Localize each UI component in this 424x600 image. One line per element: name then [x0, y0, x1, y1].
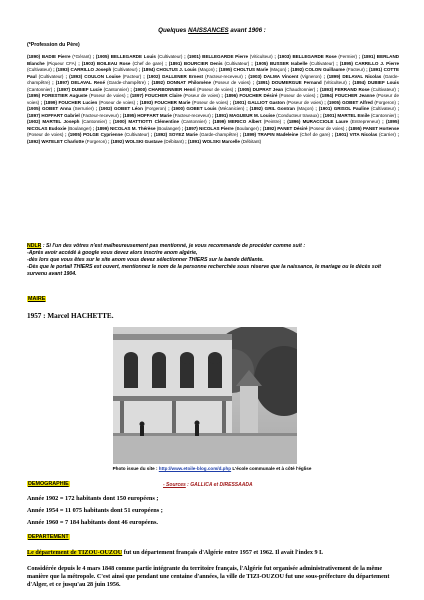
birth-entry-occupation: (Poseur de voies): [197, 86, 234, 92]
birth-entry-name: (1897) DELAVAL René: [55, 80, 105, 85]
population-line: Année 1954 = 11 075 habitants dont 51 européens ;: [27, 507, 163, 514]
ndlr-line: -Après avoir accédé à google vous devez alors inscrire anom algérie,: [27, 250, 198, 257]
births-list: (1890) BADIE Pierre (*Gérant) ; (1905) BELLEGARDE Louis (Cultivateur) ; (1901) BELLEGARDE Pierre (Viticulteur) ; (1903) BELLEGARDE Rose (Fermier) ; (1891) BERLAND Blanche (Piqueur CFA) ; (1903) BOILEAU Rose (Chef de gare) ; (1891) BOURCIER Denis (Cultivateur) ; (1905) BUSSER Isabelle (Cultivateur) ; (1895) CARRILLO J. Pierre (Cultivateur) ; (1893) CARRILLO Joseph (Cultivateur) ; (1894) CHOLTUS J. Louis (Maçon) ; (1895) CHOLTUS Marie (Maçon) ; (1892) COLON Guillaume (Facteur) ; (1891) COTTE Paul (Cultivateur) ; (1893) COULON Louise (Facteur) ; (1902) DALLENER Ernest (Facteur-receveur) ; (1903) DALMA Vincent (Vigneron) ; (1899) DELAVAL Nicolas (Garde-champêtre) ; (1897) DELAVAL René (Garde-champêtre) ; (1892) DONNAT Philomène (Poseur de voies) ; (1891) DOUMERGUE Fernand (Viticulteur) ; (1894) DUBIEF Louis (Cantonnier) ; (1897) DUBIEF Lucie (Cantonnier) ; (1900) CHARBONNIER Henri (Poseur de voies) ; (1905) DUPRAT Jean (Chaudronnier) ; (1893) FERRAND Rose (Cultivateur) ; (1895) FORESTIER Auguste (Poseur de voies) ; (1897) FOUCHER Claire (Poseur de voies) ; (1896) FOUCHER Désiré (Poseur de voies) ; (1894) FOUCHER Jeanne (Poseur de voies) ; (1899) FOUCHER Lucien (Poseur de voies) ; (1893) FOUCHER Marie (Poseur de voies) ; (1901) GALLIOT Gaston (Poseur de voies) ; (1905) GOBET Alfred (Forgeron) ; (1905) GOBET Anna (Serrurier) ; (1902) GOBET Léon (Forgeron) ; (1900) GOBET Louis (Mécanicien) ; (1892) GRIL Gontran (Maçon) ; (1901) GRISOL Pauline (Cultivateur) ; (1897) HOFFART Gabriel (Facteur-receveur) ; (1895) HOFFART Marie (Facteur-receveur) ; (1891) MAGUEUR M. Louise (Conducteur travaux) ; (1901) MARTEL Emile (Cantonnier) ; (1902) MARTEL Joseph (Cantonnier) ; (1900) MATTIOTTI Clémentine (Cantonnier) ; (1899) MERICO Albert (Peintre) ; (1896) MURACCIOLE Laure (Entrepreneur) ; (1895) NICOLAS Eudoxie (Boulanger) ; (1899) NICOLAS M. Thérèse (Boulanger) ; (1897) NICOLAS Pierre (Boulanger) ; (1892) PANET Désiré (Poseur de voies) ; (1895) PANET Hortense (Poseur de voies) ; (1905) POLGE Cyprienne (Cultivateur) ; (1892) SOYEZ Marie (Garde-champêtre) ; (1899) TRAPIN Madeleine (Chef de gare) ; (1901) VITA Nicolas (Carrier) ; (1892) WATELET Charlotte (Forgeron) ; (1892) WOLSKI Gustave (Débitant) ; (1891) WOLSKI Marcelle (Débitant): [27, 54, 400, 144]
ndlr-line: -Dès que le portail THIERS est ouvert, mentionnez le nom de la personne recherchée sous réserve que la naissance, le mariage ou le décès soit survenu avant 1904.: [27, 264, 382, 278]
birth-entry-occupation: (Fermier): [338, 54, 358, 59]
birth-entry-occupation: (Serrurier): [73, 106, 94, 111]
birth-entry-name: (1892) SOYEZ Marie: [154, 132, 198, 137]
school-church-photo: [112, 326, 298, 465]
photo-illustration: [112, 326, 298, 465]
birth-entry-occupation: (Cultivateur): [371, 86, 396, 92]
birth-entry-name: (1900) MATTIOTTI Clémentine: [113, 119, 180, 124]
title-underlined: NAISSANCES: [188, 27, 229, 34]
sources-label: - Sources: [163, 482, 186, 488]
caption-prefix: Photo issue du site :: [112, 466, 159, 471]
demographie-label: DEMOGRAPHIE: [28, 481, 69, 487]
birth-entry-name: (1905) DUPRAT Jean: [237, 86, 284, 92]
birth-entry-occupation: (Boulanger): [156, 125, 181, 131]
birth-entry-occupation: (Cultivateur): [27, 67, 52, 72]
birth-entry-name: (1891) BERLAND Blanche: [27, 54, 400, 66]
birth-entry-occupation: (Poseur de voies): [192, 99, 229, 105]
birth-entry-name: (1905) BUSSER Isabelle: [254, 60, 308, 66]
birth-entry-name: (1899) NICOLAS M. Thérèse: [95, 125, 156, 131]
birth-entry-name: (1905) GOBET Alfred: [327, 99, 373, 105]
title-suffix: avant 1906 :: [228, 27, 266, 34]
birth-entry-name: (1895) NICOLAS Eudoxie: [27, 119, 400, 131]
birth-entry-name: (1901) BELLEGARDE Pierre: [187, 54, 249, 59]
birth-entry-name: (1899) TRAPIN Madeleine: [242, 132, 299, 137]
birth-entry-occupation: (Viticulteur): [323, 80, 347, 85]
birth-entry-name: (1892) WATELET Charlotte: [27, 138, 85, 144]
birth-entry-occupation: (*Gérant): [72, 54, 91, 59]
birth-entry-occupation: (Poseur de voies): [183, 93, 220, 98]
birth-entry-occupation: (Carrier): [378, 132, 396, 137]
ndlr-label: NDLR: [27, 243, 42, 249]
birth-entry-name: (1895) FORESTIER Auguste: [27, 93, 88, 98]
birth-entry-name: (1903) BELLEGARDE Rose: [277, 54, 337, 59]
birth-entry-name: (1895) CHOLTUS Marie: [218, 67, 269, 72]
birth-entry-name: (1897) NICOLAS Pierre: [184, 125, 234, 131]
birth-entry-occupation: (Piqueur CFA): [46, 60, 77, 66]
birth-entry-occupation: (Poseur de voies): [27, 132, 64, 137]
birth-entry-name: (1893) COULON Louise: [69, 73, 121, 79]
birth-entry-occupation: (Entrepreneur): [350, 119, 380, 124]
birth-entry-name: (1899) MERICO Albert: [212, 119, 262, 124]
birth-entry-name: (1901) MARTEL Emile: [322, 112, 370, 118]
caption-suffix: L'école communale et à côté l'église: [231, 466, 312, 471]
birth-entry-occupation: (Chef de gare): [299, 132, 331, 137]
birth-entry-occupation: (Boulanger): [67, 125, 92, 131]
birth-entry-occupation: (Cultivateur): [38, 73, 64, 79]
birth-entry-occupation: (Poseur de voies): [308, 125, 345, 131]
birth-entry-name: (1894) FOUCHER Jeanne: [320, 93, 375, 98]
birth-entry-name: (1905) BELLEGARDE Louis: [95, 54, 156, 59]
birth-entry-occupation: (Chaudronnier): [284, 86, 316, 92]
birth-entry-name: (1905) POLGE Cyprienne: [68, 132, 123, 137]
birth-entry-name: (1899) FOUCHER Lucien: [43, 99, 98, 105]
birth-entry-occupation: (Peintre): [263, 119, 282, 124]
birth-entry-name: (1894) DUBIEF Louis: [352, 80, 399, 85]
ndlr-note: [27, 243, 399, 278]
birth-entry-occupation: (Poseur de voies): [286, 99, 323, 105]
birth-entry-name: (1891) BOURCIER Denis: [168, 60, 223, 66]
birth-entry-occupation: (Poseur de voies): [279, 93, 316, 98]
departement-line1: [27, 549, 401, 557]
birth-entry-occupation: (Cantonnier): [81, 119, 107, 124]
birth-entry-name: (1895) CARRILLO J. Pierre: [339, 60, 400, 66]
birth-entry-occupation: (Facteur-receveur): [173, 112, 211, 118]
population-line: Année 1960 = 7 184 habitants dont 46 européens.: [27, 519, 158, 526]
birth-entry-name: (1901) VITA Nicolas: [334, 132, 378, 137]
birth-entry-name: (1902) MARTEL Joseph: [27, 119, 80, 124]
birth-entry-occupation: (Forgeron): [374, 99, 396, 105]
birth-entry-name: (1892) PANET Désiré: [262, 125, 308, 131]
birth-entry-name: (1891) COTTE Paul: [27, 67, 399, 79]
birth-entry-occupation: (Poseur de voies): [27, 93, 399, 105]
birth-entry-name: (1902) GOBET Léon: [99, 106, 143, 111]
birth-entry-name: (1899) DELAVAL Nicolas: [327, 73, 382, 79]
sources-line: [163, 482, 253, 488]
birth-entry-occupation: (Maçon): [197, 67, 215, 72]
birth-entry-name: (1900) GOBET Louis: [171, 106, 217, 111]
birth-entry-name: (1893) CARRILLO Joseph: [56, 67, 112, 72]
birth-entry-name: (1900) CHARBONNIER Henri: [133, 86, 196, 92]
birth-entry-name: (1892) WOLSKI Gustave: [110, 138, 163, 144]
birth-entry-occupation: (Forgeron): [144, 106, 167, 111]
page-title: [0, 27, 424, 34]
birth-entry-occupation: (Débitant): [241, 138, 262, 144]
birth-entry-occupation: (Cantonnier): [103, 86, 129, 92]
birth-entry-occupation: (Boulanger): [234, 125, 259, 131]
birth-entry-name: (1892) DONNAT Philomène: [151, 80, 212, 85]
birth-entry-occupation: (Cantonnier): [27, 86, 53, 92]
departement-highlight: Le département de TIZOU-OUZOU: [27, 550, 123, 556]
birth-entry-occupation: (Poseur de voies): [89, 93, 126, 98]
birth-entry-name: (1895) HOFFART Marie: [122, 112, 172, 118]
birth-entry-occupation: (Chef de gare): [132, 60, 164, 66]
population-line: Année 1902 = 172 habitants dont 150 européens ;: [27, 495, 159, 502]
maire-text: 1957 : Marcel HACHETTE.: [27, 312, 114, 320]
birth-entry-occupation: (Facteur-receveur): [205, 73, 243, 79]
birth-entry-name: (1896) FOUCHER Désiré: [224, 93, 278, 98]
birth-entry-occupation: (Cantonnier): [370, 112, 397, 118]
birth-entry-name: (1901) GALLIOT Gaston: [232, 99, 285, 105]
birth-entry-occupation: (Cultivateur): [309, 60, 335, 66]
caption-link[interactable]: http://www.etoile-blog.com/d.php: [158, 466, 232, 471]
birth-entry-occupation: (Cantonnier): [181, 119, 207, 124]
ndlr-line: : Si l'un des vôtres n'est malheureusement pas mentionné, je vous recommande de procéder comme suit :: [41, 243, 306, 249]
birth-entry-name: (1892) GRIL Gontran: [249, 106, 295, 111]
birth-entry-occupation: (Facteur-receveur): [81, 112, 119, 118]
birth-entry-occupation: (Maçon): [269, 67, 287, 72]
birth-entry-occupation: (Débitant): [163, 138, 184, 144]
birth-entry-name: (1890) BADIE Pierre: [27, 54, 71, 59]
birth-entry-name: (1901) GRISOL Pauline: [318, 106, 370, 111]
birth-entry-name: (1895) PANET Hortense: [348, 125, 400, 131]
birth-entry-occupation: (Forgeron): [85, 138, 107, 144]
birth-entry-occupation: (Mécanicien): [218, 106, 245, 111]
birth-entry-occupation: (Cultivateur): [370, 106, 396, 111]
birth-entry-occupation: (Conducteur travaux): [276, 112, 319, 118]
departement-label: DEPARTEMENT: [28, 534, 69, 540]
birth-entry-occupation: (Cultivateur): [224, 60, 250, 66]
departement-line1-rest: fut un département français d'Algérie entre 1957 et 1962. Il avait l'index 9 L: [122, 550, 324, 556]
birth-entry-occupation: (Poseur de voies): [98, 99, 136, 105]
birth-entry-occupation: (Maçon): [296, 106, 314, 111]
birth-entry-name: (1897) DUBIEF Lucie: [56, 86, 102, 92]
birth-entry-occupation: (Vigneron): [300, 73, 322, 79]
birth-entry-occupation: (Garde-champêtre): [27, 73, 399, 85]
birth-entry-occupation: (Cultivateur): [157, 54, 183, 59]
sources-text: : GALLICA et DIRESSAADA: [185, 482, 253, 488]
birth-entry-name: (1892) COLON Guillaume: [290, 67, 345, 72]
birth-entry-occupation: (Facteur): [346, 67, 365, 72]
birth-entry-name: (1893) FERRAND Rose: [319, 86, 370, 92]
birth-entry-name: (1897) FOUCHER Claire: [130, 93, 182, 98]
maire-label: MAIRE: [28, 296, 46, 302]
birth-entry-name: (1891) MAGUEUR M. Louise: [214, 112, 275, 118]
ndlr-line: -dès lors que vous êtes sur le site anom vous devez sélectionner THIERS sur la bande défilante.: [27, 257, 264, 264]
birth-entry-name: (1896) MURACCIOLE Laure: [287, 119, 349, 124]
profession-note: (*Profession du Père): [27, 42, 80, 48]
birth-entry-occupation: (Cultivateur): [112, 67, 138, 72]
title-prefix: Quelques: [158, 27, 189, 34]
birth-entry-occupation: (Poseur de voies): [213, 80, 251, 85]
birth-entry-occupation: (Garde-champêtre): [199, 132, 239, 137]
birth-entry-name: (1905) GOBET Anna: [27, 106, 72, 111]
birth-entry-name: (1897) HOFFART Gabriel: [27, 112, 80, 118]
birth-entry-name: (1891) WOLSKI Marcelle: [187, 138, 240, 144]
birth-entry-name: (1902) DALLENER Ernest: [146, 73, 204, 79]
birth-entry-occupation: (Cultivateur): [124, 132, 150, 137]
photo-caption: [0, 466, 424, 471]
birth-entry-name: (1891) DOUMERGUE Fernand: [256, 80, 322, 85]
birth-entry-name: (1894) CHOLTUS J. Louis: [141, 67, 197, 72]
departement-paragraph: Considérée depuis le 4 mars 1848 comme partie intégrante du territoire français, l'Algérie fut organisée administrativement de la même manière que la métropole. C'est ainsi que pendant une centaine d'années, la ville de TIZI-OUZOU fut une sous-préfecture du département d'Alger, et ce jusqu'au 28 juin 1956.: [27, 566, 390, 588]
birth-entry-name: (1903) DALMA Vincent: [248, 73, 299, 79]
birth-entry-occupation: (Facteur): [122, 73, 142, 79]
birth-entry-occupation: (Garde-champêtre): [107, 80, 146, 85]
birth-entry-occupation: (Viticulteur): [249, 54, 273, 59]
birth-entry-name: (1903) BOILEAU Rose: [81, 60, 131, 66]
birth-entry-name: (1893) FOUCHER Marie: [139, 99, 191, 105]
